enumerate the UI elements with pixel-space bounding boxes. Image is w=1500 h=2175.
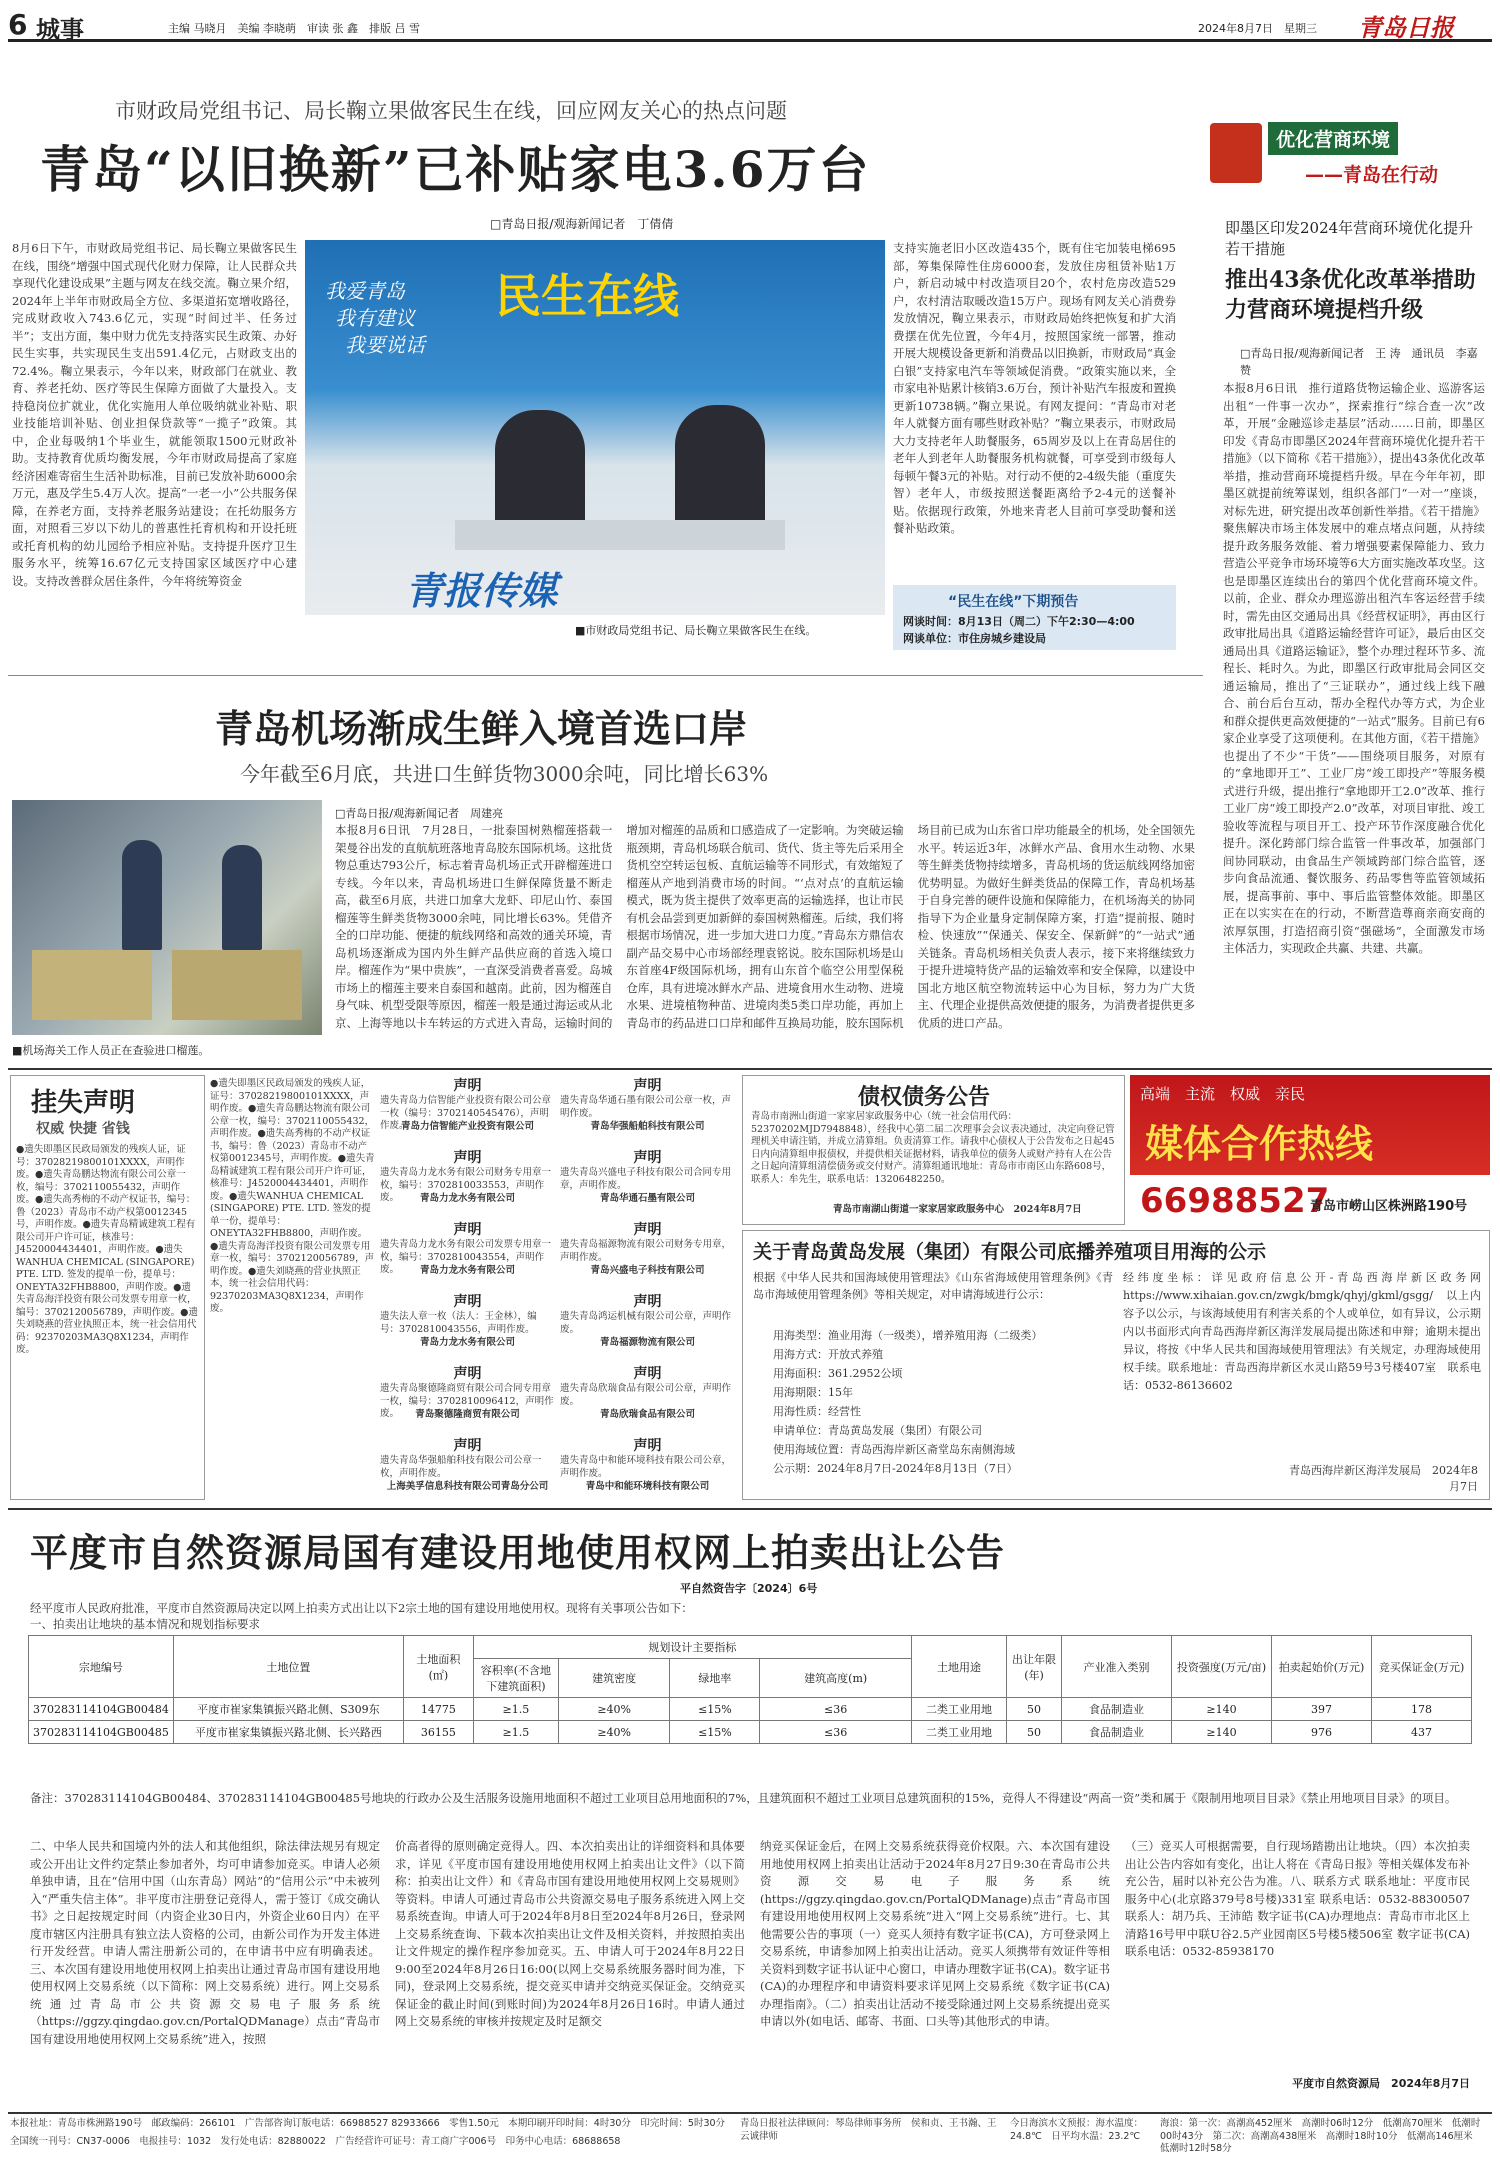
guest-right bbox=[675, 405, 765, 530]
notice-text: 遗失青岛欣瑞食品有限公司公章，声明作废。 bbox=[560, 1383, 732, 1407]
side-title: 推出43条优化改革举措助力营商环境提档升级 bbox=[1225, 267, 1476, 323]
airport-title: 青岛机场渐成生鲜入境首选口岸 bbox=[215, 706, 748, 751]
studio-slogan-3: 我要说话 bbox=[345, 333, 425, 357]
col-header: 绿地率 bbox=[670, 1659, 760, 1698]
debt-body: 青岛市南洲山街道一家家居家政服务中心（统一社会信用代码：52370202MJD7948848），经我中心第二届二次理事会会议表决通过，决定向登记管理机关申请注销，并成立清算组。负责清算工作。请我中心债权人于公告发布之日起45日内向清算组申报债权，并提供相关证据材料，请我单位的债务人或财产持有人在公告之日起向清算组清偿债务或交付财产。清算组通讯地址：青岛市市南区山东路608号，联系人：牟先生，联系电话：13206482250。 bbox=[751, 1111, 1115, 1185]
notice-item bbox=[380, 1147, 555, 1217]
notice-item bbox=[560, 1219, 735, 1289]
airport-body: 本报8月6日讯 7月28日，一批泰国树熟榴莲搭载一架曼谷出发的直航航班落地青岛胶东国际机场。这批货物总重达793公斤，标志着青岛机场正式开辟榴莲进口专线。今年以来，青岛机场进口生鲜保障货量不断走高，截至6月底，共进口加拿大龙虾、印尼山竹、泰国榴莲等生鲜类货物3000余吨，同比增长63%。凭借齐全的口岸功能、便捷的航线网络和高效的通关环境，青岛机场逐渐成为国内外生鲜产品供应商的首选入境口岸。榴莲作为“果中贵族”，一直深受消费者喜爱。岛城市场上的榴莲主要来自泰国和越南。此前，因为榴莲自身气味、机型受限等原因，榴莲一般是通过海运或从北京、上海等地以卡车转运的方式进入青岛，运输时间的增加对榴莲的品质和口感造成了一定影响。为突破运输瓶颈期，青岛机场联合航司、货代、货主等先后采用全货机空空转运包板、直航运输等不同形式，有效缩短了榴莲从产地到消费市场的时间。“‘点对点’的直航运输模式，既为货主提供了效率更高的运输选择，也让市民有机会品尝到更加新鲜的泰国树熟榴莲。后续，我们将根据市场情况，进一步加大进口力度。”青岛东方鼎信农副产品交易中心市场部经理袁铭说。胶东国际机场是山东首座4F级国际机场，拥有山东首个临空公用型保税仓库，具有进境冰鲜水产品、进境食用水生动物、进境水果、进境植物种苗、进境肉类5类口岸功能，再加上青岛市的药品进口口岸和邮件互换局功能，胶东国际机场目前已成为山东省口岸功能最全的机场，处全国领先水平。转运近3年，冰鲜水产品、食用水生动物、水果等生鲜类货物持续增多，青岛机场的货运航线网络加密优势明显。为做好生鲜类货品的保障工作，青岛机场基于自身完善的硬件设施和保障能力，在机场海关的协同指导下为企业量身定制保障方案，打造“提前报、随时检、快速放”“保通关、保安全、保新鲜”的“一站式”通关链条。青岛机场相关负责人表示，接下来将继续致力于提升进境特货产品的运输效率和安全保障，以建设中国北方地区航空物流转运中心为目标，努力为广大货主、代理企业提供高效便捷的服务，为消费者提供更多优质的进口产品。 bbox=[335, 823, 1195, 1030]
notice-item bbox=[380, 1291, 555, 1361]
col-header: 土地位置 bbox=[173, 1636, 403, 1698]
col-header: 宗地编号 bbox=[29, 1636, 174, 1698]
side-body: 本报8月6日讯 推行道路货物运输企业、巡游客运出租“一件事一次办”，探索推行“综合查一次”改革，开展“金融巡诊走基层”活动……日前，即墨区印发《青岛市即墨区2024年营商环境优化提升若干措施》（以下简称《若干措施》），提出43条优化改革举措，推动营商环境提档升级。早在今年年初，即墨区就提前统筹谋划，组织各部门“一对一”座谈，对标先进，研究提出改革创新性举措。《若干措施》聚焦解决市场主体发展中的难点堵点问题，从持续提升政务服务效能、着力增强要素保障能力、致力营造公平竞争市场环境等6大方面实施改革攻坚。这也是即墨区连续出台的第四个优化营商环境文件。以前，企业、群众办理巡游出租汽车客运经营手续时，需先由区交通局出具《经营权证明》，再由区行政审批局出具《道路运输经营许可证》，最后由区交通局出具《道路运输证》，整个办理过程环节多、流程长、耗时久。为此，即墨区行政审批局会同区交通运输局，推出了“三证联办”，通过线上线下融合、前台后台互动，帮办全程代办等方式，为企业和群众提供更高效便捷的“一站式”服务。目前已有6家企业享受了这项便利。在其他方面，《若干措施》也提出了不少“干货”——围绕项目服务，对原有的“拿地即开工”、工业厂房“竣工即投产”等服务模式进行升级，提出推行“拿地即开工2.0”改革、推行工业厂房“竣工即投产2.0”改革，对项目审批、竣工验收等流程与项目开工、投产环节作深度融合优化提升。深化跨部门综合监管一件事改革，加强部门间协同联动，由食品生产领域跨部门综合监管，逐步向食品流通、餐饮服务、药品零售等监管领域拓展，提高事前、事中、事后监管整体效能。即墨区正在以实实在在的行动，不断营造尊商亲商安商的浓厚氛围，打造招商引资“强磁场”，全面激发市场主体活力，实现政企共赢、共建、共赢。 bbox=[1223, 381, 1485, 955]
notice-item bbox=[380, 1435, 555, 1500]
notice-item bbox=[380, 1075, 555, 1145]
sea-row: 使用海域位置：青岛西海岸新区斋堂岛东南侧海域 bbox=[773, 1443, 1015, 1456]
officer-1 bbox=[122, 840, 162, 950]
lost-notice-body: ●遗失即墨区民政局颁发的残疾人证，证号：37028219800101XXXX，声明作废。●遗失青岛鹏达物流有限公司公章一枚，编号：3702110055432，声明作废。●遗失高秀梅的不动产权证书，编号：鲁（2023）青岛市不动产权第0012345号，声明作废。●遗失青岛精诚建筑工程有限公司开户许可证，核准号：J4520004434401，声明作废。●遗失WANHUA CHEMICAL (SINGAPORE) PTE. LTD. 签发的提单一份，提单号：ONEYTA32FHB8800，声明作废。●遗失青岛海洋投资有限公司发票专用章一枚，编号：3702120056789，声明作废。●遗失刘晓燕的营业执照正本，统一社会信用代码：92370203MA3Q8X1234，声明作废。 bbox=[16, 1144, 198, 1355]
table-cell: 二类工业用地 bbox=[912, 1698, 1007, 1721]
sea-intro: 根据《中华人民共和国海域使用管理法》《山东省海域使用管理条例》《青岛市海域使用管理条例》等相关规定，对申请海域进行公示： bbox=[753, 1271, 1113, 1301]
table-cell: ≥40% bbox=[558, 1721, 670, 1744]
notice-text: 遗失青岛华强船舶科技有限公司公章一枚，声明作废。 bbox=[380, 1455, 542, 1479]
table-cell: 370283114104GB00484 bbox=[29, 1698, 174, 1721]
preview-time: 网谈时间：8月13日（周二）下午2:30—4:00 bbox=[903, 615, 1135, 628]
table-cell: ≥1.5 bbox=[473, 1721, 558, 1744]
footer-line-2: 全国统一刊号：CN37-0006 电报挂号：1032 发行处电话：82880022 广告经营许可证号：青工商广字006号 印务中心电话：68688658 bbox=[10, 2136, 621, 2147]
lost-notice-box bbox=[10, 1075, 205, 1500]
table-cell: 437 bbox=[1372, 1721, 1472, 1744]
divider-2 bbox=[8, 1068, 1492, 1070]
side-banner bbox=[1210, 118, 1490, 190]
table-cell: 食品制造业 bbox=[1062, 1698, 1172, 1721]
table-cell: ≥40% bbox=[558, 1698, 670, 1721]
notice-title: 声明 bbox=[453, 1438, 482, 1454]
airport-photo-caption: ■机场海关工作人员正在查验进口榴莲。 bbox=[12, 1044, 210, 1057]
table-cell: 二类工业用地 bbox=[912, 1721, 1007, 1744]
land-column-3: 纳竞买保证金后，在网上交易系统获得竞价权限。六、本次国有建设用地使用权网上拍卖出让活动于2024年8月27日9:30在青岛市公共资源交易电子服务系统(https://ggzy.qingdao.gov.cn/PortalQDManage)点击“青岛市国有建设用地使用权网上交易系统”进入“网上交易系统”进行。七、其他需要公告的事项（一）竞买人须持有数字证书(CA)，方可登录网上交易系统，申请参加网上拍卖出让活动。竞买人须携带有效证件等相关资料到数字证书认证中心窗口，申请办理数字证书(CA)。数字证书(CA)的办理程序和申请资料要求详见网上交易系统《数字证书(CA)办理指南》。（二）拍卖出让活动不接受除通过网上交易系统提出竞买申请以外(如电话、邮寄、书面、口头等)其他形式的申请。 bbox=[760, 1839, 1110, 2028]
notice-item bbox=[560, 1291, 735, 1361]
studio-logo: 青报传媒 bbox=[405, 568, 558, 613]
media-slogan: 高端 主流 权威 亲民 bbox=[1140, 1085, 1306, 1103]
table-cell: 397 bbox=[1272, 1698, 1372, 1721]
notice-title: 声明 bbox=[633, 1438, 662, 1454]
table-cell: 370283114104GB00485 bbox=[29, 1721, 174, 1744]
sea-row: 申请单位：青岛黄岛发展（集团）有限公司 bbox=[773, 1424, 982, 1437]
notice-org: 上海美孚信息科技有限公司青岛分公司 bbox=[386, 1481, 549, 1492]
notice-text: 遗失青岛力信智能产业投资有限公司公章一枚（编号：3702140545476），声明作废。 bbox=[380, 1095, 552, 1131]
studio-desk bbox=[455, 520, 785, 550]
col-header: 土地用途 bbox=[912, 1636, 1007, 1698]
notice-title: 声明 bbox=[453, 1222, 482, 1238]
side-kicker: 即墨区印发2024年营商环境优化提升若干措施 bbox=[1225, 219, 1474, 258]
sea-sign: 青岛西海岸新区海洋发展局 2024年8月7日 bbox=[1289, 1464, 1478, 1493]
sea-right: 经纬度坐标：详见政府信息公开-青岛西海岸新区政务网https://www.xihaian.gov.cn/zwgk/bmgk/qhyj/gkml/gsgg/ 以上内容予以公示，与该海域使用有利害关系的个人或单位，如有异议，公示期内以书面形式向青岛西海岸新区海洋发展局提出陈述和申辩；逾期未提出异议，将按《中华人民共和国海域使用管理法》有关规定，办理海域使用权手续。联系地址：青岛西海岸新区水灵山路59号3号楼407室 联系电话：0532-86136602 bbox=[1123, 1271, 1481, 1392]
staff-line: 主编 马晓月 美编 李晓萌 审读 张 鑫 排版 吕 雪 bbox=[168, 22, 420, 35]
durian-box-2 bbox=[172, 950, 302, 1020]
lost-notice-extra: ●遗失即墨区民政局颁发的残疾人证，证号：37028219800101XXXX，声明作废。●遗失青岛鹏达物流有限公司公章一枚，编号：3702110055432，声明作废。●遗失高秀梅的不动产权证书，编号：鲁（2023）青岛市不动产权第0012345号，声明作废。●遗失青岛精诚建筑工程有限公司开户许可证，核准号：J4520004434401，声明作废。●遗失WANHUA CHEMICAL (SINGAPORE) PTE. LTD. 签发的提单一份，提单号：ONEYTA32FHB8800，声明作废。●遗失青岛海洋投资有限公司发票专用章一枚，编号：3702120056789，声明作废。●遗失刘晓燕的营业执照正本，统一社会信用代码：92370203MA3Q8X1234，声明作废。 bbox=[210, 1078, 375, 1314]
notice-text: 遗失青岛福源物流有限公司财务专用章，声明作废。 bbox=[560, 1239, 732, 1263]
notice-org: 青岛欣瑞食品有限公司 bbox=[599, 1409, 695, 1420]
next-preview-box bbox=[893, 585, 1176, 650]
page-header bbox=[8, 8, 1492, 42]
table-row bbox=[29, 1698, 1472, 1721]
media-title: 媒体合作热线 bbox=[1145, 1121, 1374, 1166]
sea-row: 用海类型：渔业用海（一级类），增养殖用海（二级类） bbox=[773, 1329, 1043, 1342]
lead-column-1: 8月6日下午，市财政局党组书记、局长鞠立果做客民生在线，围绕“增强中国式现代化财力保障，让人民群众共享现代化建设成果”主题与网友在线交流。鞠立果介绍，2024年上半年市财政局全方位、多渠道拓宽增收路径，完成财政收入743.6亿元，实现“时间过半、任务过半”；支出方面，集中财力优先支持落实民生政策、办好民生实事，共实现民生支出591.4亿元，占财政支出的72.4%。鞠立果表示，今年以来，财政部门在就业、教育、养老托幼、医疗等民生保障方面做了大量投入。支持稳岗位扩就业，优化实施用人单位吸纳就业补贴、职业技能培训补贴、创业担保贷款等“一揽子”政策。其中，企业每吸纳1个毕业生，就能领取1500元财政补助。支持教育优质均衡发展，今年市财政局提高了家庭经济困难寄宿生生活补助标准，目前已发放补助6000余万元，惠及学生5.4万人次。提高“一老一小”公共服务保障，在养老方面，支持养老服务站建设；在托幼服务方面，对照看三岁以下幼儿的普惠性托育机构和开设托班或托育机构的幼儿园给予相应补贴。支持提升医疗卫生服务水平，统筹16.67亿元支持国家区域医疗中心建设。支持改善群众居住条件，今年将统筹资金 bbox=[12, 241, 297, 588]
table-cell: ≥140 bbox=[1172, 1721, 1272, 1744]
airport-byline: □青岛日报/观海新闻记者 周建亮 bbox=[335, 807, 504, 820]
lead-column-3: 支持实施老旧小区改造435个，既有住宅加装电梯695部，筹集保障性住房6000套，发放住房租赁补贴1万户，新启动城中村改造项目20个，农村危房改造529户，农村清洁取暖改造15万户。现场有网友关心消费券发放情况，鞠立果表示，市财政局始终把恢复和扩大消费摆在优先位置，今年4月，按照国家统一部署，推动开展大规模设备更新和消费品以旧换新，市财政局“真金白银”支持家电汽车等领域促消费。“政策实施以来，全市家电补贴累计核销3.6万台，预计补贴汽车报废和置换更新10738辆。”鞠立果说。有网友提问：“青岛市对老年人就餐方面有哪些财政补贴？”鞠立果表示，市财政局大力支持老年人助餐服务，65周岁及以上在青岛居住的老年人到老年人助餐服务机构就餐，可享受到市级每人每顿午餐3元的补贴。对行动不便的2-4级失能（重度失智）老年人，市级按照送餐距离给予2-4元的送餐补贴。依据现行政策，外地来青老人目前可享受助餐和送餐补贴政策。 bbox=[893, 241, 1176, 535]
col-header: 投资强度(万元/亩) bbox=[1172, 1636, 1272, 1698]
notice-item bbox=[560, 1147, 735, 1217]
section-name: 城事 bbox=[36, 15, 84, 44]
divider-3 bbox=[8, 1508, 1492, 1510]
studio-slogan-1: 我爱青岛 bbox=[325, 279, 405, 303]
sea-row: 公示期：2024年8月7日-2024年8月13日（7日） bbox=[773, 1462, 1018, 1475]
col-header: 建筑高度(m) bbox=[760, 1659, 912, 1698]
table-cell: 178 bbox=[1372, 1698, 1472, 1721]
table-cell: 食品制造业 bbox=[1062, 1721, 1172, 1744]
col-header: 建筑密度 bbox=[558, 1659, 670, 1698]
notice-text: 遗失青岛聚德隆商贸有限公司合同专用章一枚，编号：3702810096412，声明作废。 bbox=[380, 1383, 554, 1419]
notice-title: 声明 bbox=[453, 1366, 482, 1382]
col-header: 产业准入类别 bbox=[1062, 1636, 1172, 1698]
notice-text: 遗失青岛中和能环境科技有限公司公章，声明作废。 bbox=[560, 1455, 732, 1479]
table-cell: ≤36 bbox=[760, 1698, 912, 1721]
sea-row: 用海性质：经营性 bbox=[773, 1405, 861, 1418]
land-sign: 平度市自然资源局 2024年8月7日 bbox=[1292, 2077, 1470, 2090]
sea-row: 用海面积：361.2952公顷 bbox=[773, 1367, 903, 1380]
land-doc-no: 平自然资告字〔2024〕6号 bbox=[680, 1582, 818, 1595]
footer-line-1: 本报社址：青岛市株洲路190号 邮政编码：266101 广告部咨询订版电话：66988527 82933666 零售1.50元 本期印刷开印时间：4时30分 印完时间：5时30分 bbox=[10, 2118, 726, 2129]
notice-org: 青岛聚德隆商贸有限公司 bbox=[415, 1409, 520, 1420]
issue-date: 2024年8月7日 星期三 bbox=[1198, 22, 1317, 35]
notice-title: 声明 bbox=[633, 1294, 662, 1310]
sea-rows bbox=[773, 1326, 1113, 1478]
guest-left bbox=[495, 410, 585, 530]
notice-item bbox=[380, 1363, 555, 1433]
table-cell: ≤15% bbox=[670, 1698, 760, 1721]
table-cell: 976 bbox=[1272, 1721, 1372, 1744]
footer-divider bbox=[8, 2112, 1492, 2114]
lead-title: 青岛“以旧换新”已补贴家电3.6万台 bbox=[40, 140, 871, 199]
notice-item bbox=[380, 1219, 555, 1289]
col-header: 出让年限(年) bbox=[1007, 1636, 1062, 1698]
notice-org: 青岛力信智能产业投资有限公司 bbox=[400, 1121, 534, 1132]
table-cell: ≥1.5 bbox=[473, 1698, 558, 1721]
footer-tide-2: 海浪：第一次：高潮高452厘米 高潮时06时12分 低潮高70厘米 低潮时00时43分 第二次：高潮高438厘米 高潮时18时10分 低潮高146厘米 低潮时12时58分 bbox=[1160, 2118, 1483, 2154]
lead-kicker: 市财政局党组书记、局长鞠立果做客民生在线，回应网友关心的热点问题 bbox=[115, 99, 787, 123]
notice-title: 声明 bbox=[633, 1078, 662, 1094]
debt-sign: 青岛市南湖山街道一家家居家政服务中心 2024年8月7日 bbox=[833, 1204, 1082, 1215]
notice-grid bbox=[380, 1075, 735, 1500]
notice-title: 声明 bbox=[633, 1150, 662, 1166]
airport-subtitle: 今年截至6月底，共进口生鲜货物3000余吨，同比增长63% bbox=[240, 762, 769, 786]
table-cell: ≤15% bbox=[670, 1721, 760, 1744]
notice-text: 遗失青岛力龙水务有限公司财务专用章一枚，编号：3702810033553，声明作废。 bbox=[380, 1167, 552, 1203]
notice-org: 青岛力龙水务有限公司 bbox=[419, 1193, 515, 1204]
table-cell: 平度市崔家集镇振兴路北侧、S309东 bbox=[173, 1698, 403, 1721]
notice-org: 青岛华强船舶科技有限公司 bbox=[590, 1121, 705, 1132]
col-header: 土地面积(㎡) bbox=[403, 1636, 473, 1698]
page-number: 6 bbox=[8, 8, 28, 41]
studio-slogan-2: 我有建议 bbox=[335, 306, 415, 330]
notice-text: 遗失青岛鸿运机械有限公司公章，声明作废。 bbox=[560, 1311, 732, 1335]
col-header: 拍卖起始价(万元) bbox=[1272, 1636, 1372, 1698]
durian-box-1 bbox=[32, 950, 152, 1020]
notice-title: 声明 bbox=[633, 1222, 662, 1238]
divider-1 bbox=[8, 675, 1203, 676]
notice-title: 声明 bbox=[453, 1078, 482, 1094]
lost-notice-tag: 权威 快捷 省钱 bbox=[36, 1121, 130, 1137]
notice-org: 青岛福源物流有限公司 bbox=[599, 1337, 695, 1348]
notice-org: 青岛华通石墨有限公司 bbox=[599, 1193, 695, 1204]
table-cell: 36155 bbox=[403, 1721, 473, 1744]
debt-notice bbox=[742, 1075, 1125, 1225]
land-column-1: 二、中华人民共和国境内外的法人和其他组织，除法律法规另有规定或公开出让文件约定禁止参加者外，均可申请参加竞买。申请人必须单独申请，且在“信用中国（山东青岛）网站”的“信用公示”中未被列入“严重失信主体”。非平度市注册登记竞得人，需于签订《成交确认书》之日起按规定时间（内资企业30日内，外资企业60日内）在平度市辖区内注册具有独立法人资格的公司，由新公司作为开发主体进行开发经营。申请人需注册新公司的，在申请书中应有明确表述。三、本次国有建设用地使用权网上拍卖出让通过青岛市国有建设用地使用权网上交易系统（以下简称：网上交易系统）进行。网上交易系统通过青岛市公共资源交易电子服务系统（https://ggzy.qingdao.gov.cn/PortalQDManage）点击“青岛市国有建设用地使用权网上交易系统”进入，按照 bbox=[30, 1839, 380, 2046]
media-phone: 66988527 bbox=[1140, 1181, 1330, 1221]
land-column-2: 价高者得的原则确定竞得人。四、本次拍卖出让的详细资料和具体要求，详见《平度市国有建设用地使用权网上拍卖出让文件》（以下简称：拍卖出让文件）和《青岛市国有建设用地使用权网上交易规则》等资料。申请人可通过青岛市公共资源交易电子服务系统进入网上交易系统查询。申请人可于2024年8月8日至2024年8月26日，登录网上交易系统查询、下载本次拍卖出让文件及相关资料，并按照拍卖出让文件规定的操作程序参加竞买。五、申请人可于2024年8月22日9:00至2024年8月26日16:00(以网上交易系统服务器时间为准，下同)，登录网上交易系统，提交竞买申请并交纳竞买保证金。交纳竞买保证金的截止时间(到账时间)为2024年8月26日16时。申请人通过网上交易系统的审核并按规定及时足额交 bbox=[395, 1839, 745, 2028]
land-section-1: 一、拍卖出让地块的基本情况和规划指标要求 bbox=[30, 1617, 260, 1631]
banner-text-2: ——青岛在行动 bbox=[1305, 164, 1439, 186]
lead-byline: □青岛日报/观海新闻记者 丁倩倩 bbox=[490, 217, 674, 231]
side-byline: □青岛日报/观海新闻记者 王 涛 通讯员 李嘉赞 bbox=[1240, 347, 1478, 377]
notice-org: 青岛兴盛电子科技有限公司 bbox=[590, 1265, 705, 1276]
notice-text: 遗失青岛华通石墨有限公司公章一枚，声明作废。 bbox=[560, 1095, 732, 1119]
lost-notice-title: 挂失声明 bbox=[31, 1088, 136, 1118]
media-ad bbox=[1130, 1075, 1490, 1225]
notice-org: 青岛中和能环境科技有限公司 bbox=[585, 1481, 710, 1492]
table-cell: ≥140 bbox=[1172, 1698, 1272, 1721]
banner-text-1: 优化营商环境 bbox=[1268, 122, 1398, 155]
airport-photo bbox=[12, 800, 322, 1035]
debt-title: 债权债务公告 bbox=[858, 1084, 991, 1110]
sea-use-notice bbox=[742, 1230, 1490, 1500]
land-table bbox=[28, 1635, 1472, 1744]
lead-photo-caption: ■市财政局党组书记、局长鞠立果做客民生在线。 bbox=[575, 624, 817, 637]
studio-title: 民生在线 bbox=[495, 269, 679, 323]
media-address: 青岛市崂山区株洲路190号 bbox=[1310, 1199, 1468, 1214]
notice-text: 遗失青岛力龙水务有限公司发票专用章一枚，编号：3702810043554，声明作废。 bbox=[380, 1239, 552, 1275]
table-cell: 14775 bbox=[403, 1698, 473, 1721]
footer-line-3: 青岛日报社法律顾问：琴岛律师事务所 侯和贞、王书瀚、王云诚律师 bbox=[740, 2118, 997, 2142]
land-note: 备注：370283114104GB00484、370283114104GB00485号地块的行政办公及生活服务设施用地面积不超过工业项目总用地面积的7%，且建筑面积不超过工业项目总建筑面积的15%，竞得人不得建设“两高一资”类和属于《限制用地项目目录》《禁止用地项目目录》的项目。 bbox=[30, 1791, 1457, 1805]
notice-title: 声明 bbox=[453, 1150, 482, 1166]
notice-item bbox=[560, 1435, 735, 1500]
table-cell: 平度市崔家集镇振兴路北侧、长兴路西 bbox=[173, 1721, 403, 1744]
sea-title: 关于青岛黄岛发展（集团）有限公司底播养殖项目用海的公示 bbox=[753, 1241, 1267, 1263]
footer-tide: 今日海滨水文预报：海水温度：24.8℃ 日平均水温：23.2℃ bbox=[1010, 2118, 1144, 2142]
banner-emblem bbox=[1210, 123, 1262, 183]
land-intro: 经平度市人民政府批准，平度市自然资源局决定以网上拍卖方式出让以下2宗土地的国有建设用地使用权。现将有关事项公告如下： bbox=[30, 1601, 693, 1615]
notice-text: 遗失青岛兴盛电子科技有限公司合同专用章，声明作废。 bbox=[560, 1167, 732, 1191]
table-cell: 50 bbox=[1007, 1698, 1062, 1721]
land-title: 平度市自然资源局国有建设用地使用权网上拍卖出让公告 bbox=[30, 1530, 1006, 1575]
notice-item bbox=[560, 1363, 735, 1433]
notice-org: 青岛力龙水务有限公司 bbox=[419, 1265, 515, 1276]
sea-row: 用海方式：开放式养殖 bbox=[773, 1348, 883, 1361]
table-row bbox=[29, 1721, 1472, 1744]
notice-org: 青岛力龙水务有限公司 bbox=[419, 1337, 515, 1348]
officer-2 bbox=[222, 845, 262, 950]
land-column-4: （三）竞买人可根据需要，自行现场踏勘出让地块。（四）本次拍卖出让公告内容如有变化，出让人将在《青岛日报》等相关媒体发布补充公告，届时以补充公告为准。八、联系方式 联系地址：平度市民服务中心(北京路379号8号楼)331室 联系电话：0532-88300507 联系人：胡乃兵、王沛皓 数字证书(CA)办理地点：青岛市市北区上清路16号甲中联U谷2.5产业园南区5号楼5楼506室 数字证书(CA)联系电话：0532-85938170 bbox=[1125, 1839, 1470, 1958]
table-cell: 50 bbox=[1007, 1721, 1062, 1744]
lead-photo bbox=[305, 240, 885, 615]
preview-title: “民生在线”下期预告 bbox=[948, 594, 1079, 610]
col-header: 竞买保证金(万元) bbox=[1372, 1636, 1472, 1698]
preview-unit: 网谈单位：市住房城乡建设局 bbox=[903, 632, 1046, 645]
col-header: 规划设计主要指标 bbox=[473, 1636, 911, 1659]
table-cell: ≤36 bbox=[760, 1721, 912, 1744]
notice-title: 声明 bbox=[633, 1366, 662, 1382]
col-header: 容积率(不含地下建筑面积) bbox=[473, 1659, 558, 1698]
newspaper-logo: 青岛日报 bbox=[1358, 13, 1454, 42]
notice-item bbox=[560, 1075, 735, 1145]
notice-title: 声明 bbox=[453, 1294, 482, 1310]
notice-text: 遗失法人章一枚（法人：王金林），编号：3702810043556，声明作废。 bbox=[380, 1311, 537, 1335]
sea-row: 用海期限：15年 bbox=[773, 1386, 853, 1399]
